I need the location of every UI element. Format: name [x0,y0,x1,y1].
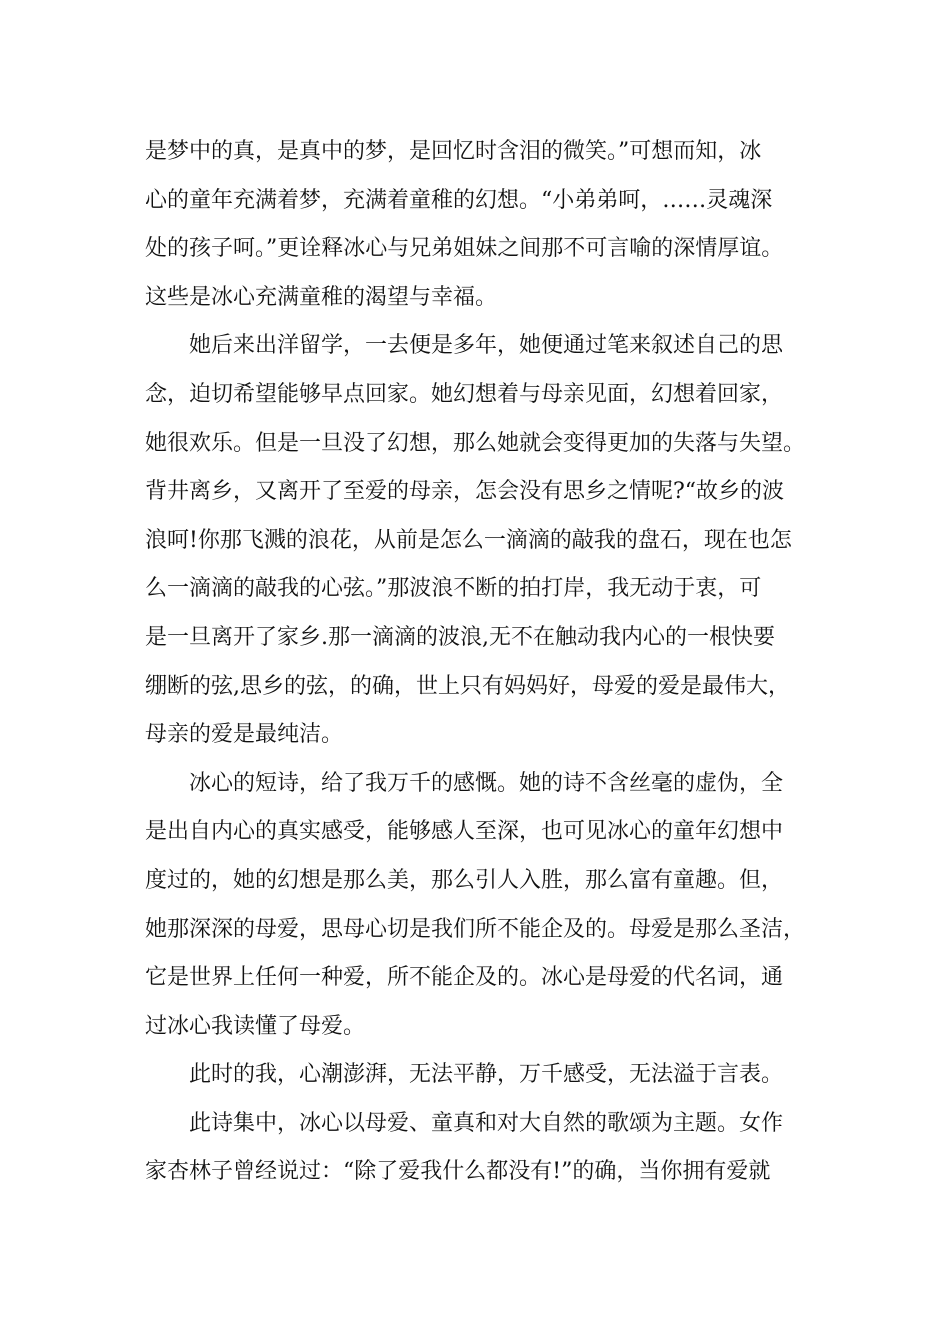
text-line: 过冰心我读懂了母爱。 [145,1013,366,1039]
text-line: 她那深深的母爱，思母心切是我们所不能企及的。母爱是那么圣洁， [145,916,806,942]
text-line: 浪呵!你那飞溅的浪花，从前是怎么一滴滴的敲我的盘石，现在也怎 [145,527,792,553]
text-line: 背井离乡，又离开了至爱的母亲，怎会没有思乡之情呢?“故乡的波 [145,479,785,505]
text-line: 是一旦离开了家乡.那一滴滴的波浪,无不在触动我内心的一根快要 [145,624,775,650]
text-line: 么一滴滴的敲我的心弦。”那波浪不断的拍打岸，我无动于衷，可 [145,576,762,602]
paragraph-4 [145,1051,835,1100]
paragraph-1 [145,128,835,322]
text-line: 此诗集中，冰心以母爱、童真和对大自然的歌颂为主题。女作 [189,1110,784,1136]
text-line: 此时的我，心潮澎湃，无法平静，万千感受，无法溢于言表。 [189,1062,784,1088]
text-line: 念，迫切希望能够早点回家。她幻想着与母亲见面，幻想着回家， [145,381,784,407]
text-line: 心的童年充满着梦，充满着童稚的幻想。“小弟弟呵，……灵魂深 [145,187,773,213]
text-line: 是出自内心的真实感受，能够感人至深，也可见冰心的童年幻想中 [145,819,784,845]
text-line: 度过的，她的幻想是那么美，那么引人入胜，那么富有童趣。但， [145,867,784,893]
paragraph-2 [145,322,835,759]
text-line: 她很欢乐。但是一旦没了幻想，那么她就会变得更加的失落与失望。 [145,430,806,456]
text-line: 冰心的短诗，给了我万千的感慨。她的诗不含丝毫的虚伪，全 [189,770,784,796]
text-line: 它是世界上任何一种爱，所不能企及的。冰心是母爱的代名词，通 [145,965,784,991]
text-line: 绷断的弦,思乡的弦，的确，世上只有妈妈好，母爱的爱是最伟大， [145,673,790,699]
text-line: 家杏林子曾经说过：“除了爱我什么都没有!”的确，当你拥有爱就 [145,1159,771,1185]
document-body [145,128,835,1197]
text-line: 处的孩子呵。”更诠释冰心与兄弟姐妹之间那不可言喻的深情厚谊。 [145,236,784,262]
text-line: 她后来出洋留学，一去便是多年，她便通过笔来叙述自己的思 [189,333,784,359]
text-line: 母亲的爱是最纯洁。 [145,722,344,748]
text-line: 这些是冰心充满童稚的渴望与幸福。 [145,284,498,310]
text-line: 是梦中的真，是真中的梦，是回忆时含泪的微笑。”可想而知，冰 [145,139,762,164]
paragraph-5 [145,1100,835,1197]
paragraph-3 [145,760,835,1052]
